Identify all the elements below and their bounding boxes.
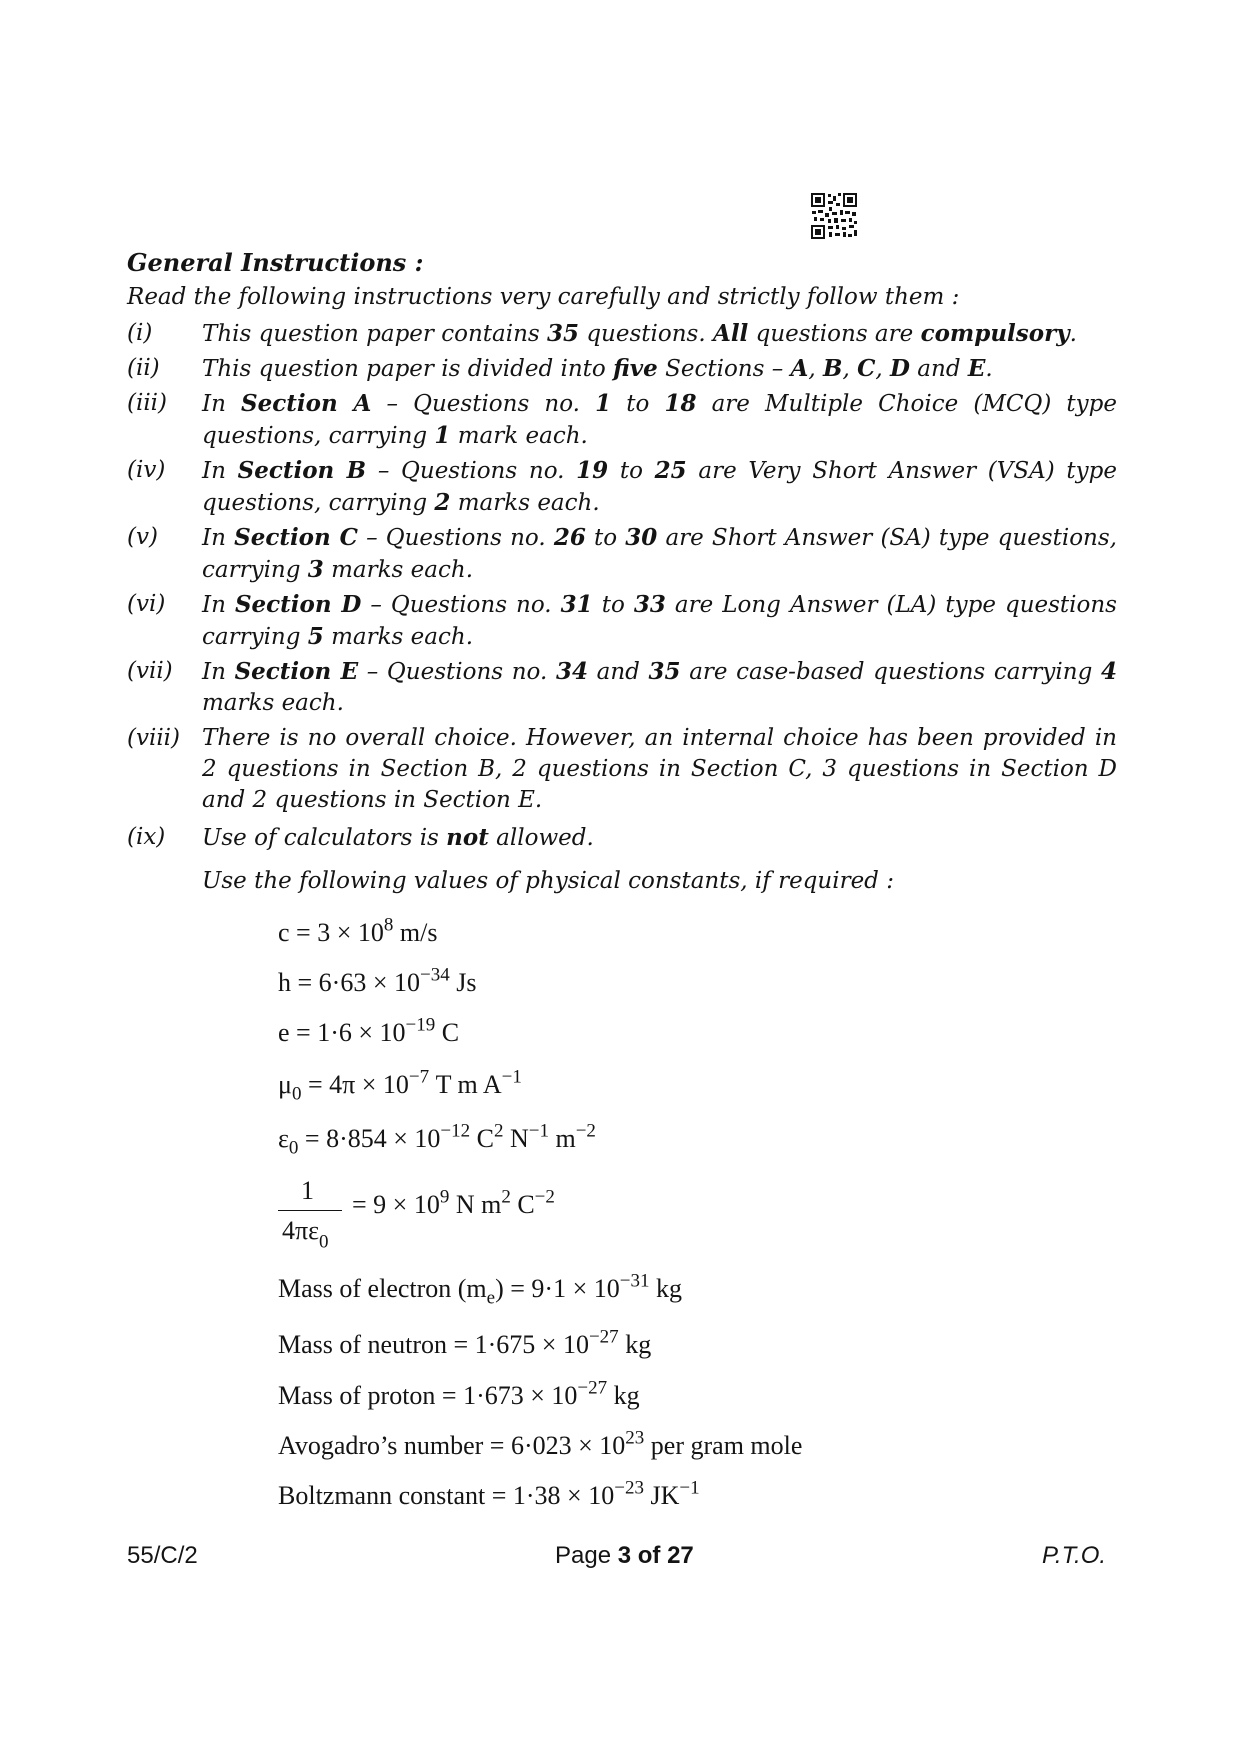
coulomb-constant-value: = $9 \times 10^9$ N $m^2$ $C^{-2}$ [352, 1186, 555, 1219]
instruction-text: In Section C – Questions no. 26 to 30 are Short Answer (SA) type questions, carrying 3 marks each. [202, 524, 1117, 583]
paper-code: 55/C/2 [127, 1542, 198, 1569]
instruction-number: (vi) [127, 591, 166, 617]
instruction-text: In Section D – Questions no. 31 to 33 are Long Answer (LA) type questions carrying 5 marks each. [202, 591, 1117, 650]
constant-permeability: $\mu_0 = 4\pi \times 10^{-7}$ T m $A^{-1}$ [278, 1066, 522, 1105]
instruction-item [127, 388, 1117, 452]
instruction-item [127, 318, 1117, 350]
qr-code-icon [810, 192, 858, 240]
instruction-text: In Section E – Questions no. 34 and 35 are case-based questions carrying 4 marks each. [202, 658, 1117, 716]
instruction-item [127, 455, 1117, 519]
general-instructions-title: General Instructions : [127, 248, 424, 277]
fraction-denominator: $4\pi\varepsilon_0$ [282, 1216, 329, 1253]
instruction-number: (vii) [127, 658, 173, 684]
instruction-item [127, 589, 1117, 653]
instruction-item [127, 656, 1117, 719]
instruction-item [127, 353, 1117, 385]
instruction-number: (iv) [127, 457, 166, 483]
instruction-text: Use of calculators is not allowed. [202, 824, 594, 851]
instruction-text: In Section B – Questions no. 19 to 25 are Very Short Answer (VSA) type questions, carrying 2 marks each. [202, 457, 1117, 516]
instruction-text: This question paper is divided into five Sections – A, B, C, D and E. [202, 355, 993, 382]
instruction-text: In Section A – Questions no. 1 to 18 are Multiple Choice (MCQ) type questions, carrying 1 mark each. [202, 390, 1118, 449]
instruction-number: (v) [127, 524, 158, 550]
fraction-bar [278, 1210, 342, 1211]
constant-speed-of-light: $c = 3 \times 10^8$ m/s [278, 914, 438, 947]
constant-boltzmann: Boltzmann constant = $1\cdot 38 \times 10^{-23}$ $JK^{-1}$ [278, 1477, 700, 1510]
pto-label: P.T.O. [1042, 1542, 1107, 1569]
instruction-number: (ii) [127, 355, 160, 381]
instruction-text: There is no overall choice. However, an internal choice has been provided in 2 questions in Section B, 2 questions in Section C, 3 questions in Section D and 2 questions in Section E. [202, 725, 1117, 813]
instructions-intro: Read the following instructions very carefully and strictly follow them : [127, 284, 960, 310]
instruction-text: This question paper contains 35 questions. All questions are compulsory. [202, 320, 1077, 347]
constant-electron-charge: $e = 1\cdot 6 \times 10^{-19}$ C [278, 1014, 460, 1047]
constant-proton-mass: Mass of proton = $1\cdot 673 \times 10^{-27}$ kg [278, 1377, 640, 1410]
constant-planck: $h = 6\cdot 63 \times 10^{-34}$ Js [278, 964, 477, 997]
constant-neutron-mass: Mass of neutron = $1\cdot 675 \times 10^{-27}$ kg [278, 1326, 652, 1359]
fraction-numerator: 1 [301, 1176, 314, 1205]
instruction-item [127, 822, 1117, 854]
instruction-item [127, 723, 1117, 816]
instruction-number: (iii) [127, 390, 168, 416]
instruction-number: (viii) [127, 725, 181, 751]
page-number: Page 3 of 27 [555, 1542, 694, 1569]
instruction-number: (i) [127, 320, 153, 346]
constant-electron-mass: Mass of electron $(m_e) = 9\cdot 1 \times 10^{-31}$ kg [278, 1270, 682, 1309]
constant-permittivity: $\varepsilon_0 = 8\cdot 854 \times 10^{-12}$ $C^2$ $N^{-1}$ $m^{-2}$ [278, 1120, 596, 1159]
constant-avogadro: Avogadro’s number = $6\cdot 023 \times 10^{23}$ per gram mole [278, 1427, 803, 1460]
instruction-item [127, 522, 1117, 586]
instruction-number: (ix) [127, 824, 166, 850]
constants-intro: Use the following values of physical constants, if required : [202, 868, 894, 894]
